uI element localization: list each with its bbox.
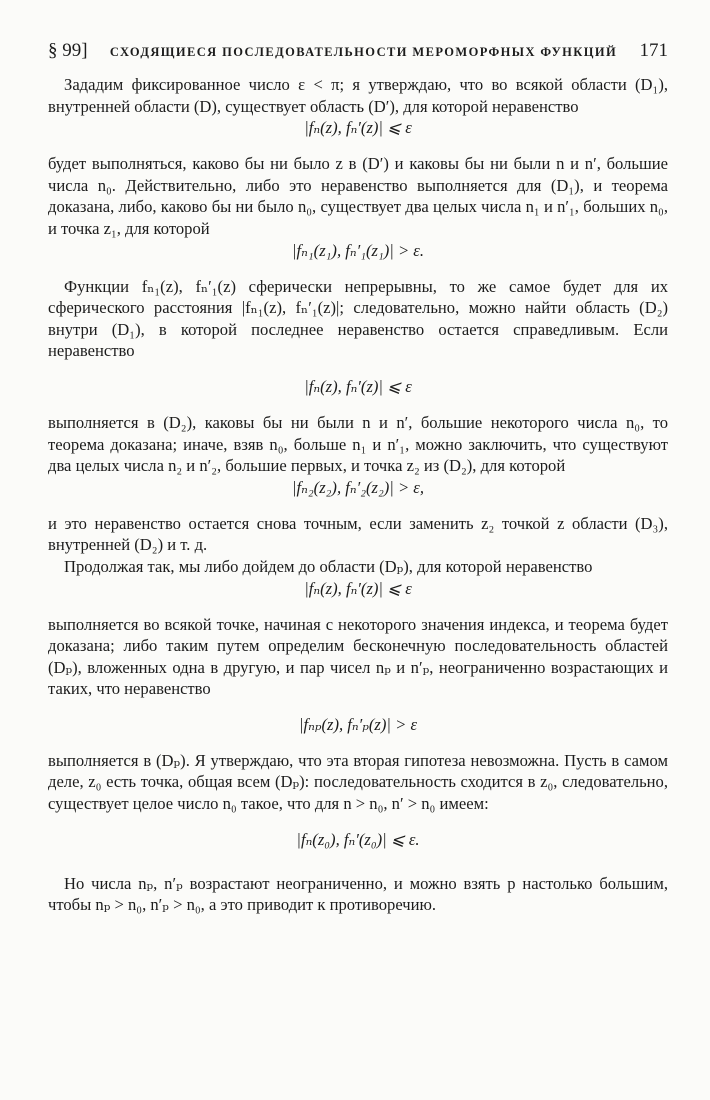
paragraph-5: и это неравенство остается снова точным, если заменить z₂ точкой z области (D₃), внутренней (D₂) и т. д.: [48, 513, 668, 555]
formula-4: |fₙ₂(z₂), fₙ′₂(z₂)| > ε,: [292, 477, 424, 497]
formula-5: |fₙ(z), fₙ′(z)| ⩽ ε: [304, 578, 412, 598]
formula-6: |fₙₚ(z), fₙ′ₚ(z)| > ε: [298, 714, 418, 734]
formula-1: |fₙ(z), fₙ′(z)| ⩽ ε: [304, 118, 412, 138]
paragraph-8: выполняется в (Dₚ). Я утверждаю, что эта вторая гипотеза невозможна. Пусть в самом деле, z₀ есть точка, общая всем (Dₚ): последовательность сходится в z₀, следовательно, существует целое число n₀ такое, что для n > n₀, n′ > n₀ имеем:: [48, 750, 668, 814]
running-header: [48, 40, 668, 74]
book-page: [48, 40, 668, 916]
section-number: § 99]: [48, 40, 88, 61]
chapter-title: СХОДЯЩИЕСЯ ПОСЛЕДОВАТЕЛЬНОСТИ МЕРОМОРФНЫХ ФУНКЦИЙ: [109, 45, 618, 59]
paragraph-2: будет выполняться, каково бы ни было z в (D′) и каковы бы ни были n и n′, большие числа n₀. Действительно, либо это неравенство выполняется для (D₁), и теорема доказана, либо, каково бы ни было n₀, существует два целых числа n₁ и n′₁, больших n₀, и точка z₁, для которой: [48, 154, 668, 238]
page-number: 171: [639, 40, 668, 61]
paragraph-1: Зададим фиксированное число ε < π; я утверждаю, что во всякой области (D₁), внутренней области (D), существует область (D′), для которой неравенство: [48, 75, 668, 116]
paragraph-4: выполняется в (D₂), каковы бы ни были n и n′, большие некоторого числа n₀, то теорема доказана; иначе, взяв n₀, больше n₁ и n′₁, можно заключить, что существуют два целых числа n₂ и n′₂, большие первых, и точка z₂ из (D₂), для которой: [48, 412, 668, 476]
paragraph-6: Продолжая так, мы либо дойдем до области (Dₚ), для которой неравенство: [64, 556, 593, 576]
formula-2: |fₙ₁(z₁), fₙ′₁(z₁)| > ε.: [292, 240, 424, 260]
paragraph-3: Функции fₙ₁(z), fₙ′₁(z) сферически непрерывны, то же самое будет для их сферического расстояния |fₙ₁(z), fₙ′₁(z)|; следовательно, можно найти область (D₂) внутри (D₁), в которой последнее неравенство остается справедливым. Если неравенство: [48, 276, 668, 361]
paragraph-9: Но числа nₚ, n′ₚ возрастают неограниченно, и можно взять p настолько большим, чтобы nₚ > n₀, n′ₚ > n₀, а это приводит к противоречию.: [48, 873, 668, 915]
formula-3: |fₙ(z), fₙ′(z)| ⩽ ε: [304, 376, 412, 396]
paragraph-7: выполняется во всякой точке, начиная с некоторого значения индекса, и теорема будет доказана; либо таким путем определим бесконечную последовательность областей (Dₚ), вложенных одна в другую, и пар чисел nₚ и n′ₚ, неограниченно возрастающих и таких, что неравенство: [48, 614, 668, 699]
formula-7: |fₙ(z₀), fₙ′(z₀)| ⩽ ε.: [296, 829, 420, 849]
